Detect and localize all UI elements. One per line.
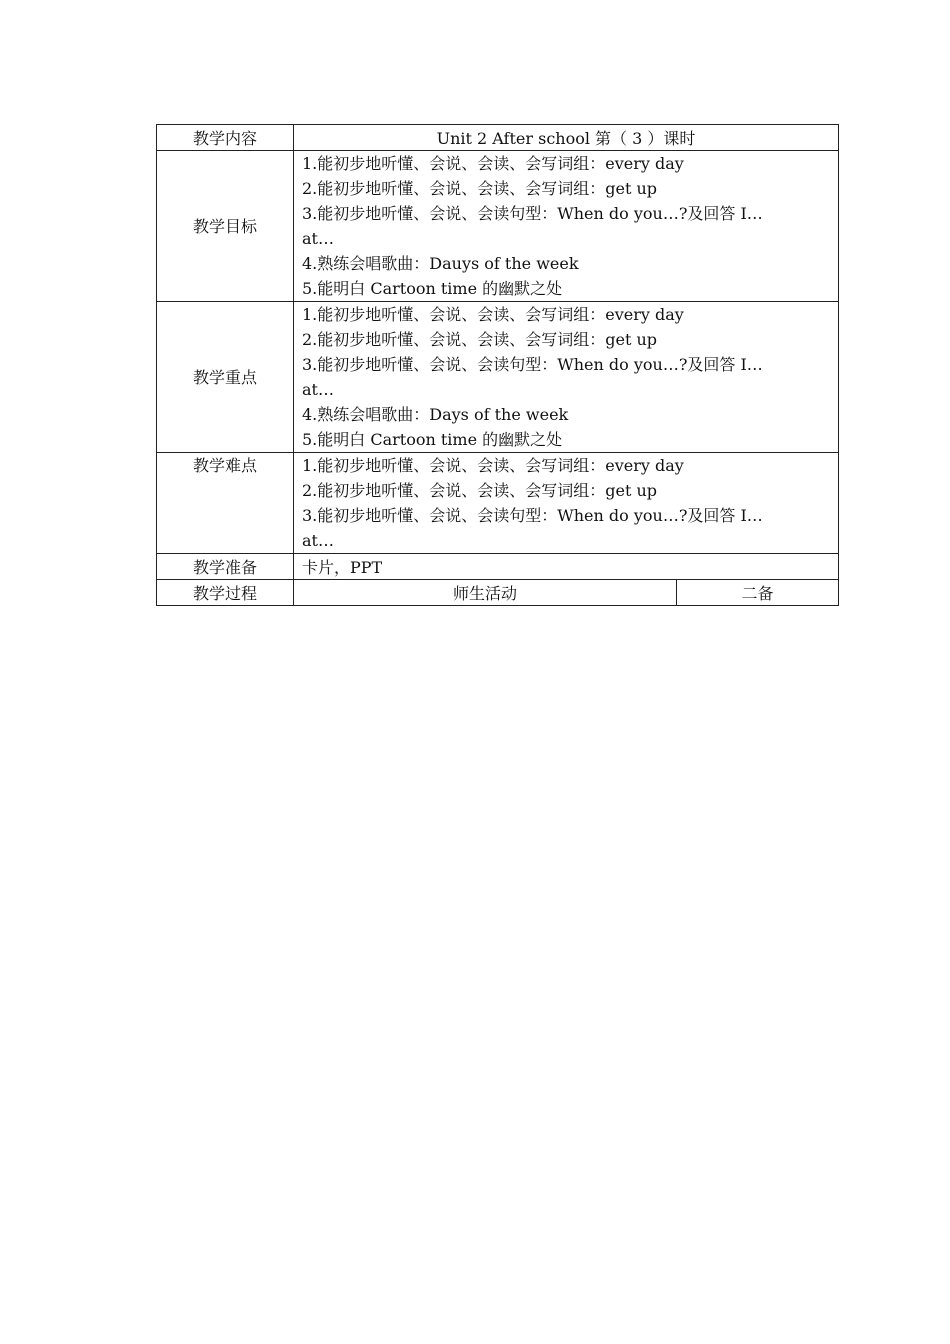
preparation-label: 教学准备 [157,554,294,580]
key-point-line: 2.能初步地听懂、会说、会读、会写词组：get up [302,330,658,349]
key-point-line: 4.熟练会唱歌曲：Days of the week [302,405,569,424]
teaching-goals-label-text: 教学目标 [192,216,257,236]
key-point-line: 1.能初步地听懂、会说、会读、会写词组：every day [302,305,684,324]
difficulties-label [157,453,294,554]
difficulty-line: at… [302,531,334,550]
key-point-line: 5.能明白 Cartoon time 的幽默之处 [302,430,563,449]
key-point-line: at… [302,380,334,399]
key-point-line: 3.能初步地听懂、会说、会读句型：When do you…?及回答 I… [302,355,763,374]
difficulties-label-text: 教学难点 [192,456,257,475]
key-points-content [294,302,839,453]
teaching-content-label: 教学内容 [157,125,294,151]
difficulties-row [157,453,839,554]
difficulty-line: 1.能初步地听懂、会说、会读、会写词组：every day [302,456,684,475]
teaching-goals-content [294,151,839,302]
lesson-plan-table [156,124,839,606]
key-points-row [157,302,839,453]
teaching-content-row [157,125,839,151]
teaching-goals-label [157,151,294,302]
difficulty-line: 3.能初步地听懂、会说、会读句型：When do you…?及回答 I… [302,506,763,525]
process-row [157,580,839,606]
preparation-value: 卡片，PPT [294,554,839,580]
preparation-row [157,554,839,580]
difficulties-content [294,453,839,554]
key-points-label [157,302,294,453]
goal-line: 2.能初步地听懂、会说、会读、会写词组：get up [302,179,658,198]
teaching-goals-row [157,151,839,302]
second-prep-header: 二备 [677,580,839,606]
goal-line: at… [302,229,334,248]
process-label: 教学过程 [157,580,294,606]
key-points-label-text: 教学重点 [192,367,257,387]
teaching-content-value: Unit 2 After school 第（ 3 ）课时 [294,125,839,151]
goal-line: 1.能初步地听懂、会说、会读、会写词组：every day [302,154,684,173]
goal-line: 4.熟练会唱歌曲：Dauys of the week [302,254,579,273]
goal-line: 5.能明白 Cartoon time 的幽默之处 [302,279,563,298]
goal-line: 3.能初步地听懂、会说、会读句型：When do you…?及回答 I… [302,204,763,223]
activities-header: 师生活动 [294,580,677,606]
difficulty-line: 2.能初步地听懂、会说、会读、会写词组：get up [302,481,658,500]
